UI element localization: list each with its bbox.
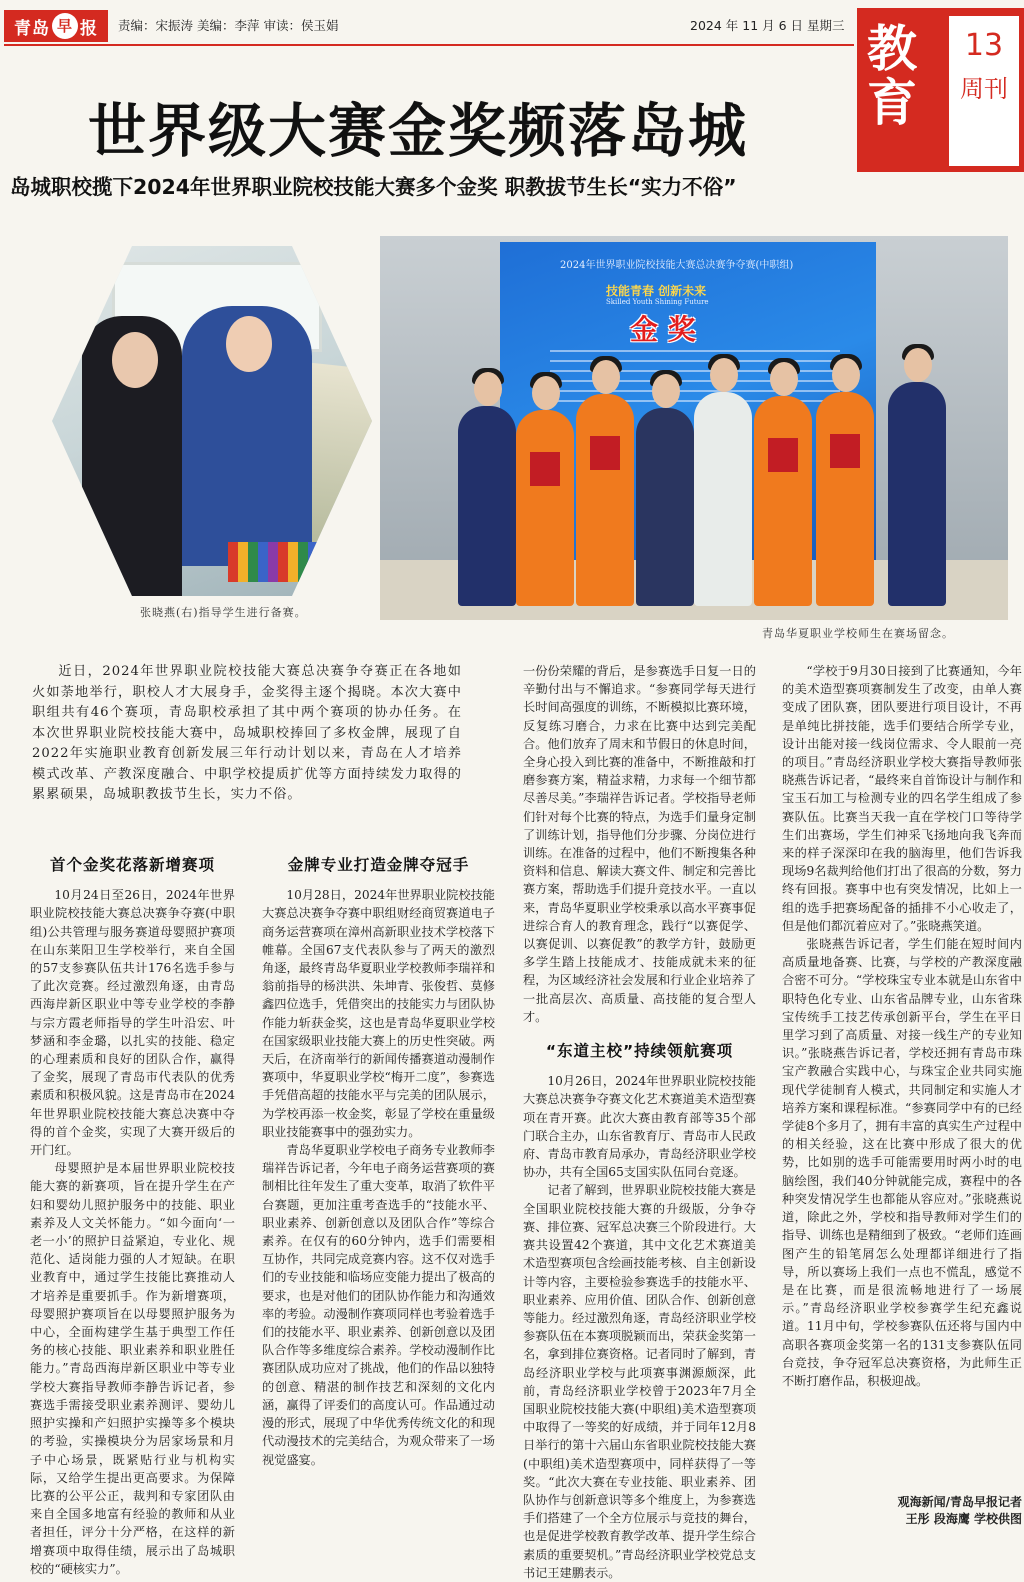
page-number: 13 — [964, 28, 1004, 63]
photo-person — [694, 392, 752, 606]
publication-kind: 周刊 — [960, 75, 1008, 103]
photo-person — [576, 394, 634, 606]
logo-text-left: 青岛 — [14, 18, 50, 39]
photo-person — [888, 382, 946, 606]
issue-date: 2024 年 11 月 6 日 星期三 — [690, 18, 845, 33]
article-column-4 — [782, 662, 1022, 1492]
paragraph: 10月24日至26日，2024年世界职业院校技能大赛总决赛争夺赛(中职组)公共管理与服务赛道母婴照护赛项在山东莱阳卫生学校举行，来自全国的57支参赛队伍共计176名选手参与了此次竞赛。经过激烈角逐，由青岛西海岸新区职业中等专业学校的李静与宗方霞老师指导的学生叶沿宏、叶梦涵和李金璐，以扎实的技能、稳定的心理素质和良好的团队合作，赢得了金奖，展现了青岛市代表队的优秀素质和积极风貌。这是青岛市在2024年世界职业院校技能大赛总决赛中夺得的首个金奖，实现了大赛开级后的开门红。 — [30, 888, 235, 1158]
paragraph: 10月28日，2024年世界职业院校技能大赛总决赛争夺赛中职组财经商贸赛道电子商务运营赛项在漳州高新职业技术学校落下帷幕。全国67支代表队参与了两天的激烈角逐，最终青岛华夏职业学校教师李瑞祥和翁前指导的杨洪洪、朱坤青、张俊哲、莫修鑫四位选手，凭借突出的技能实力与团队协作能力斩获金奖，这也是青岛华夏职业学校在国家级职业技能大赛上的历史性突破。两天后，在济南举行的新闻传播赛道动漫制作赛项中，华夏职业学校“梅开二度”，参赛选手凭借高超的技能水平与完美的团队展示，为学校再添一枚金奖，彰显了学校在重量级职业技能赛事中的强劲实力。 — [262, 888, 495, 1139]
photo-group-at-venue — [380, 236, 1008, 620]
headline: 世界级大赛金奖频落岛城 — [88, 97, 749, 165]
subheadline: 岛城职校揽下2024年世界职业院校技能大赛多个金奖 职教拔节生长“实力不俗” — [10, 175, 737, 199]
photo-caption-left: 张晓燕(右)指导学生进行备赛。 — [140, 606, 307, 619]
section-tab — [857, 8, 1024, 172]
article-column-2 — [262, 856, 495, 1526]
photo-teacher-guiding-student — [52, 246, 372, 596]
paragraph: 10月26日，2024年世界职业院校技能大赛总决赛争夺赛文化艺术赛道美术造型赛项在青开赛。此次大赛由教育部等35个部门联合主办，山东省教育厅、青岛市人民政府、青岛市教育局承办，青岛经济职业学校协办，共有全国65支国实队伍同台竞逐。 — [523, 1074, 756, 1180]
photo-student-figure — [82, 316, 182, 596]
article-lede: 近日，2024年世界职业院校技能大赛总决赛争夺赛正在各地如火如荼地举行，职校人才大展身手，金奖得主逐个揭晓。本次大赛中职组共有46个赛项，青岛职校承担了其中两个赛项的协办任务。在本次世界职业院校技能大赛中，岛城职校捧回了多枚金牌，展现了自2022年实施职业教育创新发展三年行动计划以来，青岛在人才培养模式改革、产教深度融合、中职学校提质扩优等方面持续发力取得的累累硕果，岛城职教拔节生长，实力不俗。 — [32, 664, 462, 802]
photo-person — [816, 392, 874, 606]
header-rule — [4, 44, 854, 46]
backdrop-slogan-en: Skilled Youth Shining Future — [606, 298, 709, 306]
photo-person — [516, 410, 574, 606]
page-box — [949, 16, 1019, 166]
section-heading-3: “东道主校”持续领航赛项 — [545, 1042, 734, 1061]
photo-person — [636, 408, 694, 606]
backdrop-title: 2024年世界职业院校技能大赛总决赛争夺赛(中职组) — [560, 260, 794, 271]
article-column-3 — [523, 662, 756, 1580]
paragraph: 记者了解到，世界职业院校技能大赛是全国职业院校技能大赛的升级版，分争夺赛、排位赛、冠军总决赛三个阶段进行。大赛共设置42个赛道，其中文化艺术赛道美术造型赛项包含绘画技能考核、自主创新设计等内容，主要检验参赛选手的技能水平、职业素养、应用价值、团队合作、创新创意等能力。经过激烈角逐，青岛经济职业学校参赛队伍在本赛项脱颖而出，荣获金奖第一名，拿到排位赛资格。记者同时了解到，青岛经济职业学校与此项赛事渊源颇深，此前，青岛经济职业学校曾于2023年7月全国职业院校技能大赛(中职组)美术造型赛项中取得了一等奖的好成绩，并于同年12月8日举行的第十六届山东省职业院校技能大赛(中职组)美术造型赛项中，同样获得了一等奖。“此次大赛在专业技能、职业素养、团队协作与创新意识等多个维度上，为参赛选手们搭建了一个全方位展示与竞技的舞台，也是促进学校教育教学改革、提升学生综合素质的重要契机。”青岛经济职业学校党总支书记王建鹏表示。 — [523, 1183, 756, 1580]
section-name: 教育 — [867, 20, 917, 132]
photo-paint-palette — [228, 542, 328, 582]
paragraph: 青岛华夏职业学校电子商务专业教师李瑞祥告诉记者，今年电子商务运营赛项的赛制相比往年发生了重大变革，取消了软件平台赛题，更加注重考查选手的“技能水平、职业素养、创新创意以及团队合作”等综合素养。在仅有的60分钟内，选手们需要相互协作，共同完成竞赛内容。这不仅对选手们的专业技能和临场应变能力提出了极高的要求，也是对他们的团队协作能力和沟通效率的考验。动漫制作赛项同样也考验着选手们的技能水平、职业素养、创新创意以及团队合作等多维度综合素养。学校动漫制作比赛团队成功应对了挑战，他们的作品以独特的创意、精湛的制作技艺和深刻的文化内涵，赢得了评委们的高度认可。作品通过动漫的形式，展现了中华优秀传统文化的和现代动漫技术的完美结合，为观众带来了一场视觉盛宴。 — [262, 1143, 495, 1467]
article-column-1b — [30, 856, 235, 1576]
section-heading-1: 首个金奖花落新增赛项 — [49, 856, 215, 874]
photo-person — [458, 406, 516, 606]
byline-names: 王彤 段海鹰 学校供图 — [905, 1512, 1022, 1526]
photo-teacher-figure — [182, 306, 312, 566]
paragraph: 一份份荣耀的背后，是参赛选手日复一日的辛勤付出与不懈追求。“参赛同学每天进行长时间高强度的训练，不断模拟比赛环境，反复练习磨合，力求在比赛中达到完美配合。他们放弃了周末和节假日的休息时间，全身心投入到比赛的准备中，不断推敲和打磨参赛方案，精益求精，力求每一个细节都尽善尽美。”李瑞祥告诉记者。学校指导老师们针对每个比赛的特点，为选手们量身定制了训练计划，指导他们分步骤、分岗位进行训练。在准备的过程中，他们不断搜集各种资料和信息、解读大赛文件、制定和完善比赛方案，帮助选手们提升竞技水平。一直以来，青岛华夏职业学校秉承以高水平赛事促进综合育人的教育理念，践行“以赛促学、以赛促训、以赛促教”的教学方针，鼓励更多学生踏上技能成才、技能成就未来的征程，为区域经济社会发展和行业企业培养了一批高层次、高质量、高技能的复合型人才。 — [523, 664, 756, 1024]
article-column-1 — [32, 662, 462, 806]
logo-text-right: 报 — [80, 18, 98, 39]
paragraph: “学校于9月30日接到了比赛通知，今年的美术造型赛项赛制发生了改变，由单人赛变成了团队赛，团队要进行项目设计，不再是单纯比拼技能，选手们要结合所学专业，设计出能对接一线岗位需求、令人眼前一亮的项目。”青岛经济职业学校大赛指导教师张晓燕告诉记者，“最终来自首饰设计与制作和宝玉石加工与检测专业的四名学生组成了参赛队伍。比赛当天我一直在学校门口等待学生们出赛场，学生们神采飞扬地向我飞奔而来的样子深深印在我的脑海里，他们告诉我现场9名裁判给他们打出了很高的分数，努力终有回报。赛事中也有突发情况，比如上一组的选手把赛场配备的插排不小心收走了，但是他们都沉着应对了。”张晓燕笑道。 — [782, 664, 1022, 933]
editor-credits: 责编：宋振涛 美编：李萍 审读：侯玉娟 — [118, 18, 339, 33]
photo-caption-right: 青岛华夏职业学校师生在赛场留念。 — [762, 627, 954, 640]
paragraph: 张晓燕告诉记者，学生们能在短时间内高质量地备赛、比赛，与学校的产教深度融合密不可分。“学校珠宝专业本就是山东省中职特色化专业、山东省品牌专业，山东省珠宝传统手工技艺传承创新平台，学生在平日里学习到了高质量、对接一线生产的专业知识。”张晓燕告诉记者，学校还拥有青岛市珠宝产教融合实践中心，与珠宝企业共同实施现代学徒制育人模式，共同制定和实施人才培养方案和课程标准。“参赛同学中有的已经学徒8个多月了，拥有丰富的真实生产过程中的相关经验，这在比赛中形成了很大的优势，比如别的选手可能需要用时两小时的电脑绘图，我们40分钟就能完成，赛程中的各种突发情况学生也都能从容应对。”张晓燕说道，除此之外，学校和指导教师对学生们的指导、训练也是精细到了极致。“老师们连画图产生的铅笔屑怎么处理都详细进行了指导，所以赛场上我们一点也不慌乱，感觉不是在比赛，而是很流畅地进行了一场展示。”青岛经济职业学校参赛学生纪充鑫说道。11月中旬，学校参赛队伍还将与国内中高职各赛项金奖第一名的131支参赛队伍同台竞技，争夺冠军总决赛资格，为此师生正不断打磨作品，积极迎战。 — [782, 937, 1022, 1388]
logo-badge: 早 — [52, 13, 78, 39]
section-heading-2: 金牌专业打造金牌夺冠手 — [287, 856, 470, 874]
backdrop-award-text: 金 奖 — [630, 313, 696, 346]
byline — [782, 1494, 1022, 1528]
photo-person — [754, 396, 812, 606]
newspaper-logo[interactable] — [4, 10, 108, 42]
backdrop-slogan: 技能青春 创新未来 — [606, 284, 707, 298]
byline-outlet: 观海新闻/青岛早报记者 — [897, 1495, 1022, 1509]
paragraph: 母婴照护是本届世界职业院校技能大赛的新赛项，旨在提升学生在产妇和婴幼儿照护服务中的技能、职业素养及人文关怀能力。“如今面向‘一老一小’的照护日益紧迫，专业化、规范化、适岗能力强的人才短缺。在职业教育中，通过学生技能比赛推动人才培养是重要抓手。作为新增赛项，母婴照护赛项旨在以母婴照护服务为中心，全面构建学生基于典型工作任务的核心技能、职业素养和职业胜任能力。”青岛西海岸新区职业中等专业学校大赛指导教师李静告诉记者，参赛选手需接受职业素养测评、婴幼儿照护实操和产妇照护实操等多个模块的考验，实操模块分为居家场景和月子中心场景，既紧贴行业与机构实际，又给学生提出更高要求。为保障比赛的公平公正，裁判和专家团队由来自全国多地富有经验的教师和从业者担任，评分十分严格，在这样的新增赛项中取得佳绩，展示出了岛城职校的“硬核实力”。 — [30, 1161, 235, 1576]
